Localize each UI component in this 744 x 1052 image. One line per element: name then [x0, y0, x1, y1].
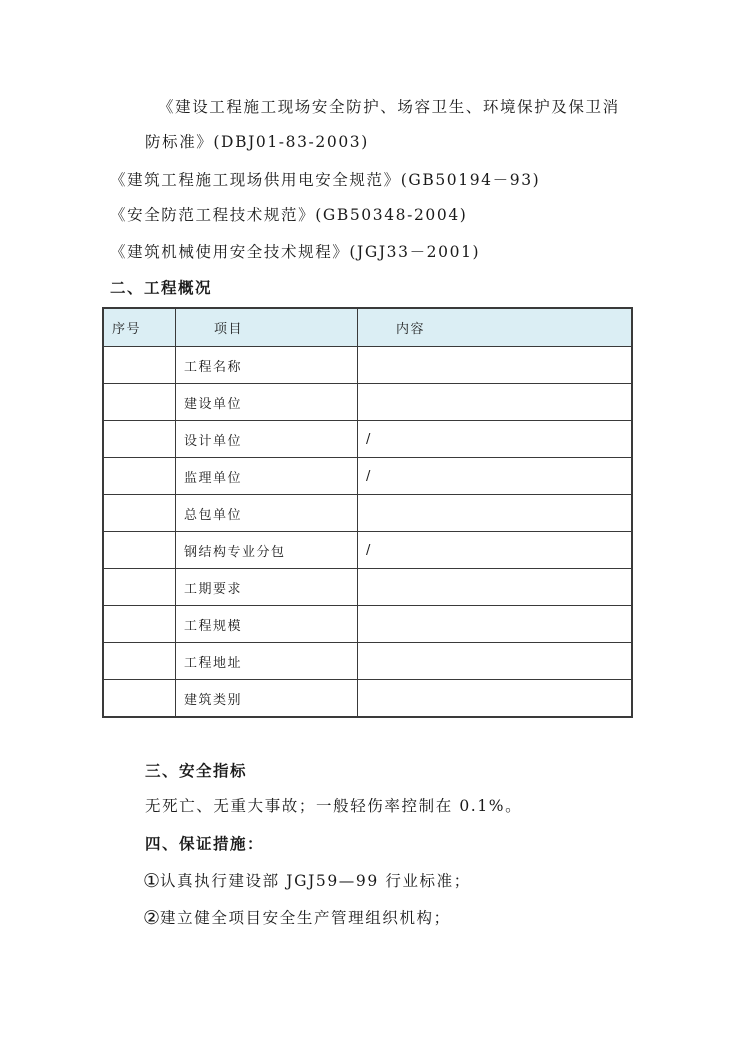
- row-content: /: [358, 458, 633, 495]
- row-serial-no: [103, 495, 176, 532]
- row-content: [358, 384, 633, 421]
- row-serial-no: [103, 458, 176, 495]
- table-header-row: [103, 308, 632, 347]
- header-content: 内容: [358, 308, 633, 347]
- row-item: 监理单位: [176, 458, 358, 495]
- row-item: 工程规模: [176, 606, 358, 643]
- table-row: [103, 458, 632, 495]
- row-serial-no: [103, 347, 176, 384]
- row-content: [358, 569, 633, 606]
- reference-line-1-cont: 防标准》(DBJ01-83-2003): [145, 133, 369, 151]
- table-row: [103, 421, 632, 458]
- row-item: 总包单位: [176, 495, 358, 532]
- row-item: 工程名称: [176, 347, 358, 384]
- section-heading-overview: 二、工程概况: [110, 279, 213, 297]
- reference-line-4: 《建筑机械使用安全技术规程》(JGJ33－2001): [110, 243, 481, 261]
- measure-text: 认真执行建设部 JGJ59—99 行业标准；: [160, 872, 471, 890]
- table-row: [103, 384, 632, 421]
- project-overview-table: [102, 307, 633, 718]
- row-item: 建设单位: [176, 384, 358, 421]
- row-item: 钢结构专业分包: [176, 532, 358, 569]
- row-serial-no: [103, 421, 176, 458]
- row-content: [358, 680, 633, 718]
- row-serial-no: [103, 680, 176, 718]
- row-item: 设计单位: [176, 421, 358, 458]
- row-item: 工期要求: [176, 569, 358, 606]
- row-content: /: [358, 421, 633, 458]
- table-row: [103, 643, 632, 680]
- table-row: [103, 347, 632, 384]
- section-heading-guarantee-measures: 四、保证措施：: [145, 835, 265, 853]
- row-serial-no: [103, 643, 176, 680]
- section-heading-safety-targets: 三、安全指标: [145, 762, 248, 780]
- measure-marker: ②: [143, 907, 161, 929]
- row-serial-no: [103, 606, 176, 643]
- safety-target-text: 无死亡、无重大事故；一般轻伤率控制在 0.1%。: [145, 797, 523, 815]
- row-content: [358, 495, 633, 532]
- table-row: [103, 495, 632, 532]
- row-serial-no: [103, 569, 176, 606]
- measure-item-2: [143, 906, 451, 929]
- header-item: 项目: [176, 308, 358, 347]
- row-content: /: [358, 532, 633, 569]
- reference-line-1: 《建设工程施工现场安全防护、场容卫生、环境保护及保卫消: [158, 98, 620, 116]
- header-serial-no: 序号: [103, 308, 176, 347]
- table-row: [103, 606, 632, 643]
- measure-item-1: [143, 869, 471, 892]
- measure-marker: ①: [143, 870, 161, 892]
- row-item: 建筑类别: [176, 680, 358, 718]
- row-content: [358, 606, 633, 643]
- reference-line-3: 《安全防范工程技术规范》(GB50348-2004): [110, 206, 468, 224]
- table-row: [103, 680, 632, 718]
- table-row: [103, 569, 632, 606]
- table-row: [103, 532, 632, 569]
- measure-text: 建立健全项目安全生产管理组织机构；: [160, 909, 451, 927]
- row-serial-no: [103, 384, 176, 421]
- row-serial-no: [103, 532, 176, 569]
- row-content: [358, 347, 633, 384]
- reference-line-2: 《建筑工程施工现场供用电安全规范》(GB50194－93): [110, 171, 541, 189]
- row-item: 工程地址: [176, 643, 358, 680]
- row-content: [358, 643, 633, 680]
